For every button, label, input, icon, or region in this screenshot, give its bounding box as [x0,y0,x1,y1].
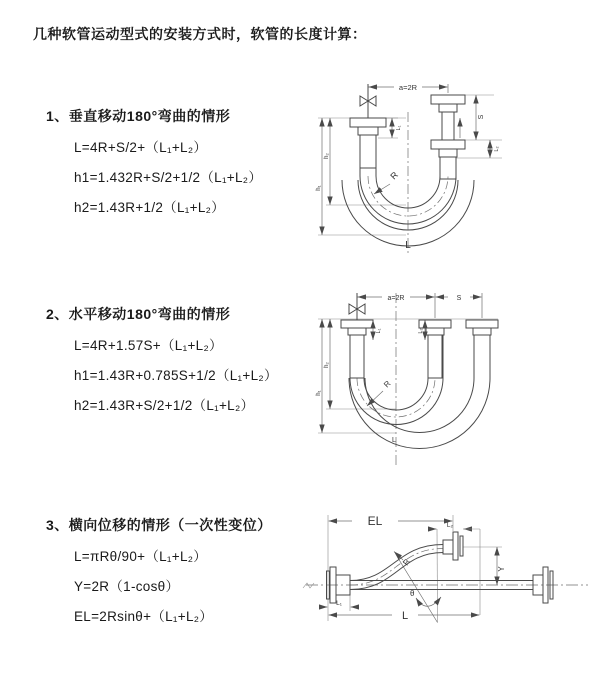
label-r: R [388,169,401,182]
section1-heading: 1、垂直移动180°弯曲的情形 [46,108,231,124]
radius-leader-arrow [367,391,383,406]
braided-section [428,335,442,378]
label-r: R [382,378,393,390]
formula-L: L=4R+1.57S+（L₁+L₂） [74,338,223,353]
label-y: Y [497,566,506,572]
braided-section [350,335,364,378]
label-h2: h₂ [324,362,330,368]
flange [419,320,451,328]
section1-formulas [74,133,262,223]
diagram-horizontal-180-bend [312,283,590,475]
formula-L: L=πRθ/90+（L₁+L₂） [74,549,208,564]
flange [426,328,444,335]
label-el: EL [367,514,383,528]
diagram-lateral-displacement [300,503,600,658]
flange [350,118,386,127]
page-title: 几种软管运动型式的安装方式时，软管的长度计算： [33,26,367,42]
formula-Y: Y=2R（1-cosθ） [74,579,180,594]
flange [431,95,465,104]
label-l1: L₁ [336,599,342,607]
flange [358,127,378,135]
centerline-break-mark [303,583,314,588]
flange [341,320,373,328]
hose-assembly [341,293,498,449]
hose-shifted-position [349,335,490,449]
formula-h2: h2=1.43R+S/2+1/2（L₁+L₂） [74,398,255,413]
hose-assembly [327,532,554,603]
section2-formulas [74,331,278,421]
diagram-vertical-180-bend [310,68,590,263]
formula-EL: EL=2Rsinθ+（L₁+L₂） [74,609,214,624]
label-l1: L₁ [396,125,402,131]
radius-leader-arrow [374,184,390,194]
diagram-labels [316,295,462,444]
label-s: S [478,114,485,120]
diagram-labels [336,514,506,622]
label-h2: h₂ [324,153,330,159]
label-h1: h₁ [316,185,322,191]
label-l1: L₁ [376,328,382,334]
label-l2: L₂ [418,328,424,334]
formula-h1: h1=1.43R+0.785S+1/2（L₁+L₂） [74,368,278,383]
label-l: L [405,240,411,251]
flange [453,532,458,560]
section-lateral-displacement [46,515,272,632]
flange [460,536,463,556]
braided-section [360,135,376,168]
hose-displaced-position [350,553,443,590]
braided-section [440,157,456,179]
hose-displaced-position [350,545,443,581]
flange [466,320,498,328]
flange [473,328,491,335]
label-r: R [401,557,412,568]
construction-and-dimension-lines [303,515,588,623]
flange [439,104,457,112]
formula-h2: h2=1.43R+1/2（L₁+L₂） [74,200,225,215]
label-a2r: a=2R [387,294,405,302]
section2-heading: 2、水平移动180°弯曲的情形 [46,306,231,322]
label-h1: h₁ [316,390,322,396]
flange [439,149,457,157]
valve-icon [349,304,357,314]
valve-icon [360,96,368,106]
label-l2: L₂ [494,146,500,152]
label-s: S [456,294,462,302]
formula-L: L=4R+S/2+（L₁+L₂） [74,140,208,155]
flange [431,140,465,149]
formula-h1: h1=1.432R+S/2+1/2（L₁+L₂） [74,170,263,185]
flange [348,328,366,335]
valve-icon [357,304,365,314]
label-theta: θ [410,589,415,598]
valve-icon [368,96,376,106]
label-l: L [401,609,409,622]
label-a2r: a=2R [398,82,418,92]
section-horizontal-movement [46,304,278,421]
label-l2: L₂ [446,521,454,529]
hose-shifted-position [365,335,474,433]
section3-heading: 3、横向位移的情形（一次性变位） [46,517,272,533]
label-l: L [392,437,396,444]
section3-formulas [74,542,272,632]
construction-and-dimension-lines [318,293,498,465]
section-vertical-movement [46,106,262,223]
pipe-sleeve [443,540,453,554]
